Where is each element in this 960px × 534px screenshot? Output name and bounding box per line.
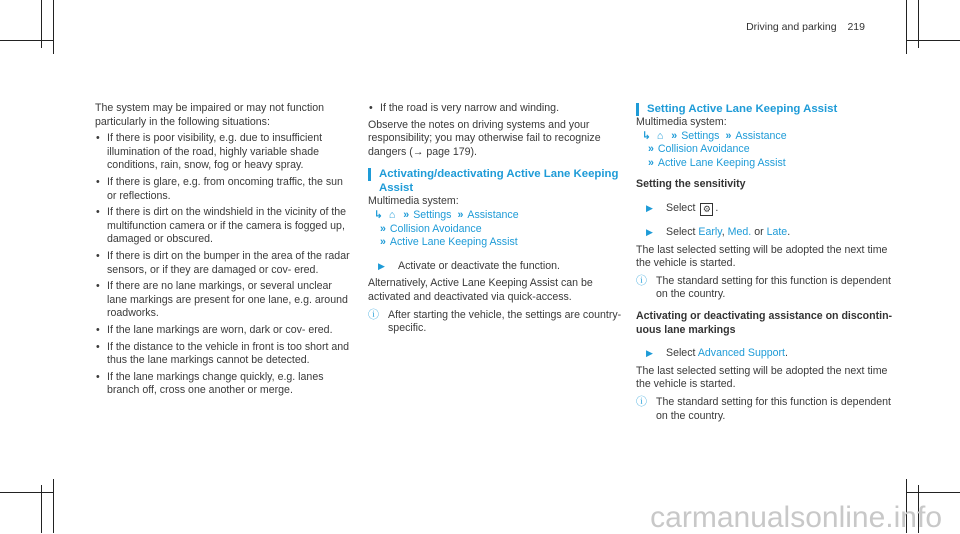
- instruction-step: ▶ Select Advanced Support.: [646, 347, 788, 360]
- menu-path: [636, 130, 896, 171]
- list-item: • If there is dirt on the windshield in the vicinity of the multifunction camera or if the camera is fogged up, damaged or obscured.: [96, 206, 347, 246]
- heading-bar: [368, 168, 371, 181]
- path-arrow-icon: ↳: [642, 129, 651, 142]
- last-setting-text: The last selected setting will be adopted the next time the vehicle is started.: [636, 364, 888, 391]
- crop-mark: [53, 0, 54, 54]
- chevron-icon: »: [648, 143, 654, 156]
- menu-path: [368, 209, 623, 250]
- chevron-icon: »: [380, 236, 386, 249]
- list-item: • If the lane markings change quickly, e.g. lanes branch off, cross one another or merge.: [96, 370, 324, 397]
- home-icon: ⌂: [388, 208, 396, 221]
- info-note: ⓘ After starting the vehicle, the settings are country-specific.: [368, 308, 622, 335]
- path-collision-avoidance: Collision Avoidance: [657, 143, 750, 156]
- bullet-icon: •: [96, 340, 100, 353]
- section-heading: Activating/deactivating Active Lane Keeping Assist: [368, 167, 623, 195]
- section-title: Driving and parking: [746, 21, 837, 33]
- step-icon: ▶: [646, 226, 653, 237]
- list-item: • If there is glare, e.g. from oncoming traffic, the sun or reflections.: [96, 175, 343, 202]
- bullet-icon: •: [96, 175, 100, 188]
- info-icon: ⓘ: [636, 274, 647, 287]
- column-middle: [368, 102, 623, 340]
- multimedia-label: Multimedia system:: [368, 195, 459, 208]
- alternative-text: Alternatively, Active Lane Keeping Assist can be activated and deactivated via quick-access.: [368, 277, 593, 303]
- list-item: • If the lane markings are worn, dark or cov- ered.: [96, 323, 333, 336]
- arrow-right-icon: →: [412, 145, 424, 158]
- heading-bar: [636, 103, 639, 116]
- step-icon: ▶: [378, 260, 385, 271]
- chevron-icon: »: [671, 129, 678, 142]
- chevron-icon: »: [457, 208, 464, 221]
- bullet-icon: •: [369, 102, 373, 114]
- crop-mark: [906, 0, 907, 54]
- info-note: ⓘ The standard setting for this function is dependent on the country.: [636, 274, 891, 301]
- crop-mark: [53, 479, 54, 533]
- bullet-icon: •: [96, 206, 100, 219]
- list-item: • If there are no lane markings, or several unclear lane markings are present for one lane, e.g. around roadworks.: [96, 280, 348, 320]
- option-early: Early: [698, 225, 722, 238]
- bullet-icon: •: [96, 132, 100, 145]
- list-item: • If there is poor visibility, e.g. due to insufficient illumination of the road, highly variable shade conditions, rain, snow, fog or heavy spray.: [96, 132, 323, 172]
- path-assistance: Assistance: [467, 208, 519, 221]
- step-icon: ▶: [646, 202, 653, 213]
- chevron-icon: »: [725, 129, 732, 142]
- list-item: • If there is dirt on the bumper in the area of the radar sensors, or if they are damaged or cov- ered.: [96, 249, 350, 276]
- chevron-icon: »: [403, 208, 410, 221]
- instruction-step: ▶ Select ⚙ .: [646, 201, 719, 214]
- option-late: Late: [766, 225, 788, 238]
- instruction-step: ▶ Select Early, Med. or Late.: [646, 225, 791, 238]
- subheading-sensitivity: Setting the sensitivity: [636, 178, 746, 191]
- situation-list: [95, 132, 350, 398]
- observe-text: Observe the notes on driving systems and your responsibility; you may otherwise fail to recognize dangers (→ page 179).: [368, 118, 601, 158]
- chevron-icon: »: [648, 156, 654, 169]
- bullet-icon: •: [96, 323, 100, 336]
- step-icon: ▶: [646, 348, 653, 359]
- crop-mark: [906, 492, 960, 493]
- option-advanced-support: Advanced Support: [697, 347, 785, 360]
- column-right: [636, 102, 896, 427]
- crop-mark: [906, 40, 960, 41]
- running-header: [746, 21, 865, 35]
- section-heading: Setting Active Lane Keeping Assist: [636, 102, 896, 116]
- path-settings: Settings: [413, 208, 452, 221]
- option-med: Med.: [727, 225, 752, 238]
- path-settings: Settings: [681, 129, 720, 142]
- path-active-lane-keeping-assist: Active Lane Keeping Assist: [657, 156, 786, 169]
- list-item: • If the road is very narrow and winding.: [369, 102, 560, 114]
- subheading-discontinuous-markings: Activating or deactivating assistance on discontin- uous lane markings: [636, 309, 893, 336]
- bullet-icon: •: [96, 280, 100, 293]
- bullet-icon: •: [96, 249, 100, 262]
- list-item: • If the distance to the vehicle in front is too short and thus the lane markings cannot be detected.: [96, 340, 350, 367]
- instruction-step: ▶ Activate or deactivate the function.: [378, 259, 560, 272]
- path-assistance: Assistance: [735, 129, 787, 142]
- gear-icon: ⚙: [700, 203, 713, 216]
- watermark: carmanualsonline.info: [650, 501, 942, 534]
- path-collision-avoidance: Collision Avoidance: [389, 222, 482, 235]
- page-number: 219: [847, 21, 865, 33]
- crop-mark: [0, 40, 54, 41]
- chevron-icon: »: [380, 222, 386, 235]
- info-icon: ⓘ: [368, 308, 379, 321]
- info-note: ⓘ The standard setting for this function is dependent on the country.: [636, 395, 891, 422]
- page-reference-link[interactable]: page 179: [426, 145, 471, 158]
- home-icon: ⌂: [656, 129, 664, 142]
- multimedia-label: Multimedia system:: [636, 116, 727, 128]
- intro-text: The system may be impaired or may not function particularly in the following situations:: [95, 102, 325, 128]
- last-setting-text: The last selected setting will be adopted the next time the vehicle is started.: [636, 243, 888, 270]
- info-icon: ⓘ: [636, 395, 647, 408]
- crop-mark: [0, 492, 54, 493]
- path-active-lane-keeping-assist: Active Lane Keeping Assist: [389, 236, 518, 249]
- bullet-icon: •: [96, 370, 100, 383]
- column-left: [95, 102, 350, 401]
- path-arrow-icon: ↳: [374, 208, 383, 221]
